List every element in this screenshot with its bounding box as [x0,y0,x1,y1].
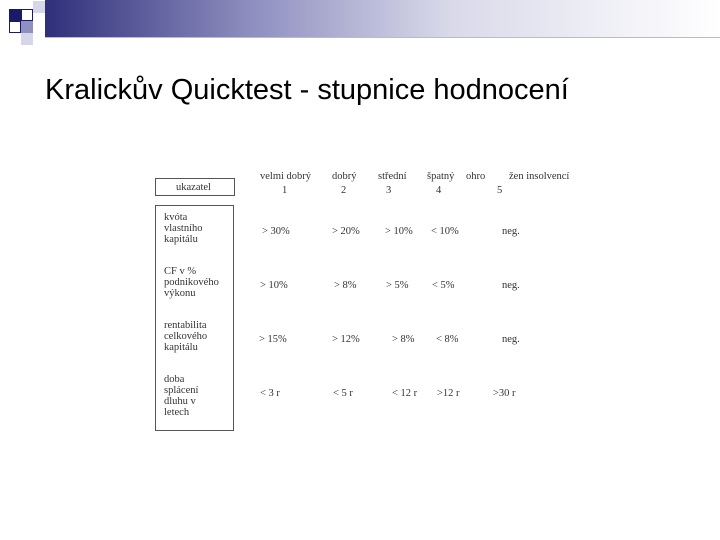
decor-square-icon [9,9,21,21]
row-4-value-2: < 5 r [333,388,353,399]
row-2-value-5: neg. [502,280,520,291]
column-header-2-number: 2 [341,185,347,196]
decor-square-icon [21,33,33,45]
row-2-label: CF v % podnikového výkonu [164,266,219,299]
row-1-label: kvóta vlastního kapitálu [164,212,203,245]
decor-square-icon [21,9,33,21]
row-2-value-1: > 10% [260,280,288,291]
header-divider [45,37,720,38]
row-1-value-3: > 10% [385,226,413,237]
row-1-value-4: < 10% [431,226,459,237]
column-header-3-number: 3 [386,185,392,196]
column-header-5-number: 5 [497,185,503,196]
row-2-value-4: < 5% [432,280,455,291]
header-gradient-band [45,0,720,37]
decor-square-icon [9,21,21,33]
indicator-header-label: ukazatel [176,182,211,193]
column-header-1-number: 1 [282,185,288,196]
row-3-value-3: > 8% [392,334,415,345]
column-header-4-number: 4 [436,185,442,196]
row-3-value-1: > 15% [259,334,287,345]
row-4-value-4: >12 r [437,388,460,399]
decor-square-icon [33,1,45,13]
slide-title: Kralickův Quicktest - stupnice hodnocení [45,74,569,106]
row-3-label: rentabilita celkového kapitálu [164,320,208,353]
row-3-value-4: < 8% [436,334,459,345]
column-header-5-name-a: ohro [466,171,486,182]
row-1-value-1: > 30% [262,226,290,237]
row-4-value-3: < 12 r [392,388,418,399]
column-header-1-name: velmi dobrý [260,171,312,182]
row-4-value-1: < 3 r [260,388,280,399]
row-2-value-2: > 8% [334,280,357,291]
row-4-label: doba splácení dluhu v letech [164,374,199,418]
column-header-3-name: střední [378,171,407,182]
decor-square-icon [21,21,33,33]
row-1-value-2: > 20% [332,226,360,237]
row-4-value-5: >30 r [493,388,516,399]
row-1-value-5: neg. [502,226,520,237]
row-3-value-5: neg. [502,334,520,345]
column-header-2-name: dobrý [332,171,357,182]
column-header-5-name-b: žen insolvencí [509,171,570,182]
row-2-value-3: > 5% [386,280,409,291]
column-header-4-name: špatný [427,171,455,182]
row-3-value-2: > 12% [332,334,360,345]
